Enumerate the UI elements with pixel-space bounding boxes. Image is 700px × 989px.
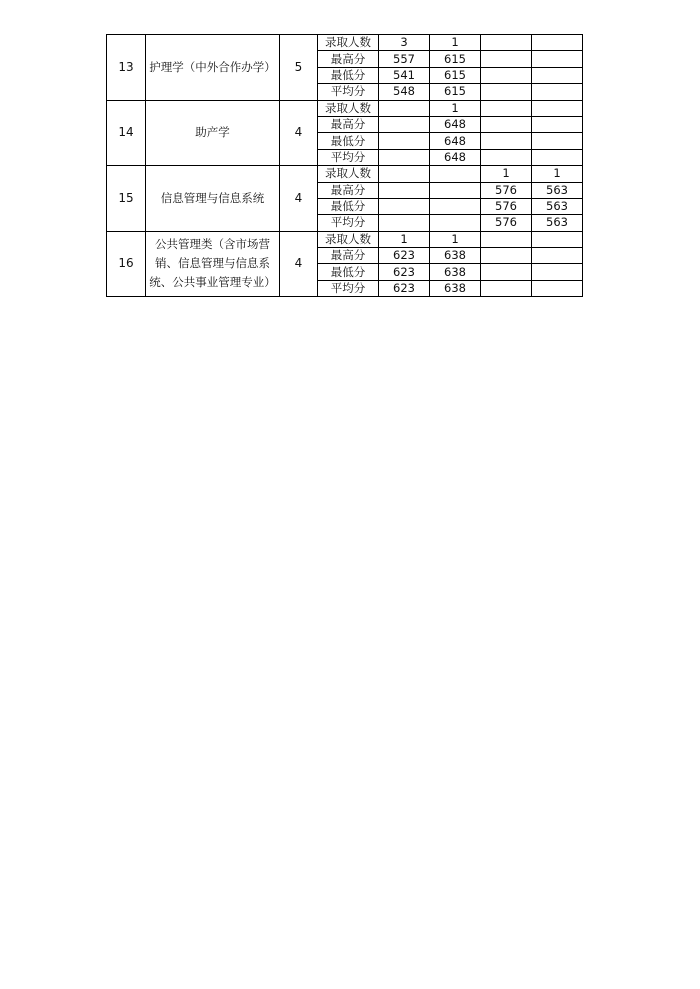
value-cell [379, 166, 430, 182]
value-cell [379, 182, 430, 198]
value-cell [532, 51, 583, 67]
value-cell [481, 231, 532, 247]
value-cell: 623 [379, 248, 430, 264]
value-cell: 1 [430, 35, 481, 51]
value-cell [532, 133, 583, 149]
value-cell [532, 248, 583, 264]
table-row [107, 100, 583, 116]
value-cell: 1 [379, 231, 430, 247]
program-years: 4 [280, 100, 318, 166]
value-cell: 638 [430, 248, 481, 264]
major-name: 信息管理与信息系统 [146, 166, 280, 232]
value-cell [430, 166, 481, 182]
value-cell [481, 67, 532, 83]
value-cell [430, 198, 481, 214]
value-cell: 615 [430, 67, 481, 83]
metric-label: 最低分 [318, 198, 379, 214]
metric-label: 平均分 [318, 149, 379, 165]
value-cell [532, 116, 583, 132]
table-row [107, 35, 583, 51]
value-cell: 563 [532, 198, 583, 214]
value-cell: 1 [481, 166, 532, 182]
value-cell [481, 264, 532, 280]
value-cell: 1 [532, 166, 583, 182]
program-years: 4 [280, 231, 318, 297]
value-cell [481, 133, 532, 149]
row-index: 13 [107, 35, 146, 101]
value-cell: 3 [379, 35, 430, 51]
table-row [107, 166, 583, 182]
value-cell: 638 [430, 264, 481, 280]
value-cell: 638 [430, 280, 481, 296]
value-cell [481, 280, 532, 296]
value-cell [379, 215, 430, 231]
value-cell [481, 100, 532, 116]
row-index: 15 [107, 166, 146, 232]
value-cell [481, 149, 532, 165]
value-cell [430, 182, 481, 198]
major-name: 护理学（中外合作办学） [146, 35, 280, 101]
metric-label: 录取人数 [318, 100, 379, 116]
value-cell [481, 84, 532, 100]
program-years: 5 [280, 35, 318, 101]
value-cell: 648 [430, 149, 481, 165]
admission-score-table [106, 34, 583, 297]
metric-label: 最高分 [318, 116, 379, 132]
metric-label: 平均分 [318, 215, 379, 231]
value-cell: 615 [430, 84, 481, 100]
value-cell: 623 [379, 280, 430, 296]
table-row [107, 231, 583, 247]
metric-label: 最高分 [318, 248, 379, 264]
value-cell [532, 280, 583, 296]
value-cell: 576 [481, 215, 532, 231]
value-cell [379, 133, 430, 149]
value-cell: 541 [379, 67, 430, 83]
value-cell: 1 [430, 100, 481, 116]
value-cell [481, 35, 532, 51]
metric-label: 录取人数 [318, 35, 379, 51]
value-cell: 576 [481, 182, 532, 198]
value-cell [379, 198, 430, 214]
value-cell: 615 [430, 51, 481, 67]
value-cell: 576 [481, 198, 532, 214]
program-years: 4 [280, 166, 318, 232]
value-cell [379, 116, 430, 132]
value-cell [532, 100, 583, 116]
value-cell: 557 [379, 51, 430, 67]
metric-label: 最低分 [318, 133, 379, 149]
value-cell [532, 231, 583, 247]
value-cell: 563 [532, 182, 583, 198]
value-cell [532, 149, 583, 165]
metric-label: 录取人数 [318, 231, 379, 247]
value-cell [532, 84, 583, 100]
metric-label: 平均分 [318, 280, 379, 296]
value-cell [532, 264, 583, 280]
metric-label: 录取人数 [318, 166, 379, 182]
value-cell [532, 67, 583, 83]
major-name: 助产学 [146, 100, 280, 166]
value-cell: 623 [379, 264, 430, 280]
value-cell: 648 [430, 133, 481, 149]
value-cell [481, 51, 532, 67]
admission-score-table-sheet [106, 34, 583, 297]
major-name: 公共管理类（含市场营销、信息管理与信息系统、公共事业管理专业） [146, 231, 280, 297]
value-cell [379, 100, 430, 116]
value-cell: 648 [430, 116, 481, 132]
value-cell [379, 149, 430, 165]
row-index: 16 [107, 231, 146, 297]
value-cell: 548 [379, 84, 430, 100]
metric-label: 最低分 [318, 67, 379, 83]
metric-label: 最低分 [318, 264, 379, 280]
metric-label: 最高分 [318, 182, 379, 198]
value-cell: 563 [532, 215, 583, 231]
value-cell [532, 35, 583, 51]
row-index: 14 [107, 100, 146, 166]
value-cell [430, 215, 481, 231]
value-cell: 1 [430, 231, 481, 247]
value-cell [481, 248, 532, 264]
value-cell [481, 116, 532, 132]
metric-label: 最高分 [318, 51, 379, 67]
metric-label: 平均分 [318, 84, 379, 100]
